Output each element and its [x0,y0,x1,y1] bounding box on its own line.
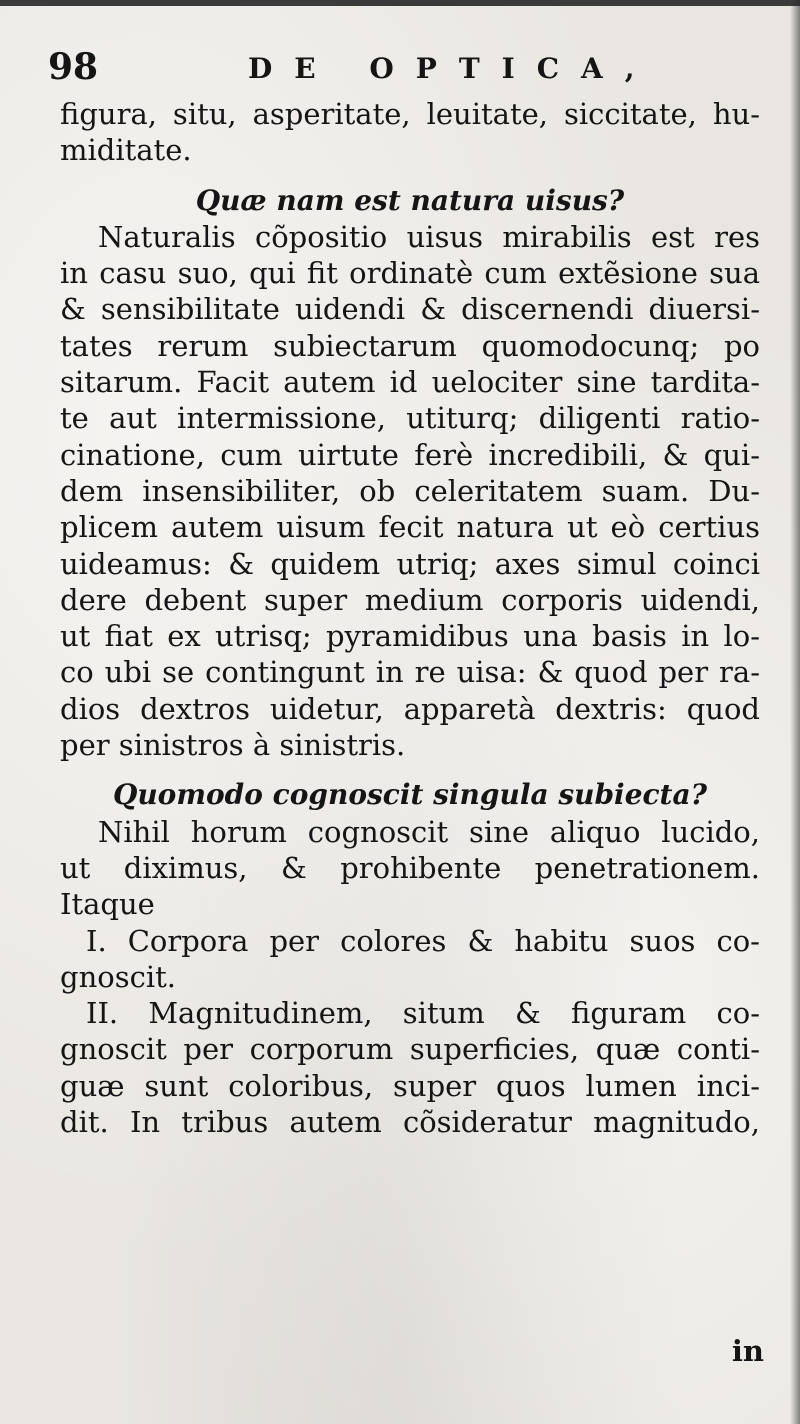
text-line: plicem autem uisum fecit natura ut eò certius [60,510,760,545]
catchword: in [731,1334,764,1368]
text-line: ut fiat ex utrisq; pyramidibus una basis in lo- [60,619,760,654]
list-item-second: II. Magnitudinem, situm & figuram co- [86,996,760,1031]
text-line: co ubi se contingunt in re uisa: & quod per ra- [60,655,760,690]
page-body [60,96,760,1140]
text-line: te aut intermissione, utiturq; diligenti ratio- [60,401,760,436]
text-line: miditate. [60,133,192,168]
text-line: dit. In tribus autem cõsideratur magnitudo, [60,1105,760,1140]
text-line: guæ sunt coloribus, super quos lumen inci- [60,1068,760,1103]
text-line: tates rerum subiectarum quomodocunq; po [60,328,760,363]
page-number: 98 [48,46,99,88]
text-line: Nihil horum cognoscit sine aliquo lucido, [98,814,760,849]
text-line: cinatione, cum uirtute ferè incredibili, & qui- [60,437,760,472]
list-item-first: I. Corpora per colores & habitu suos co- [86,923,760,958]
text-line: in casu suo, qui fit ordinatè cum extẽsione sua [60,256,760,291]
text-line: sitarum. Facit autem id uelociter sine tardita- [60,365,760,400]
text-line: dem insensibiliter, ob celeritatem suam. Du- [60,473,760,508]
text-line: gnoscit. [60,959,176,994]
page-header [48,42,748,98]
text-line: dere debent super medium corporis uidendi, [60,582,760,617]
running-head: DE OPTICA, [248,52,657,85]
page-top-edge [0,0,800,6]
section-heading-how-it-knows: Quomodo cognoscit singula subiecta? [112,778,708,812]
text-line: gnoscit per corporum superficies, quæ conti- [60,1032,760,1067]
section-heading-nature-of-vision: Quæ nam est natura uisus? [195,183,625,217]
page-gutter-shadow [790,0,800,1424]
text-line: Itaque [60,887,155,922]
text-line: Naturalis cõpositio uisus mirabilis est res [98,219,760,254]
text-line: uideamus: & quidem utriq; axes simul coinci [60,546,760,581]
text-line: dios dextros uidetur, apparetà dextris: quod [60,691,760,726]
text-line: ut diximus, & prohibente penetrationem. [60,850,760,885]
text-line: & sensibilitate uidendi & discernendi diuersi- [60,292,760,327]
text-line: per sinistros à sinistris. [60,728,406,763]
text-line: figura, situ, asperitate, leuitate, siccitate, hu- [60,97,760,131]
